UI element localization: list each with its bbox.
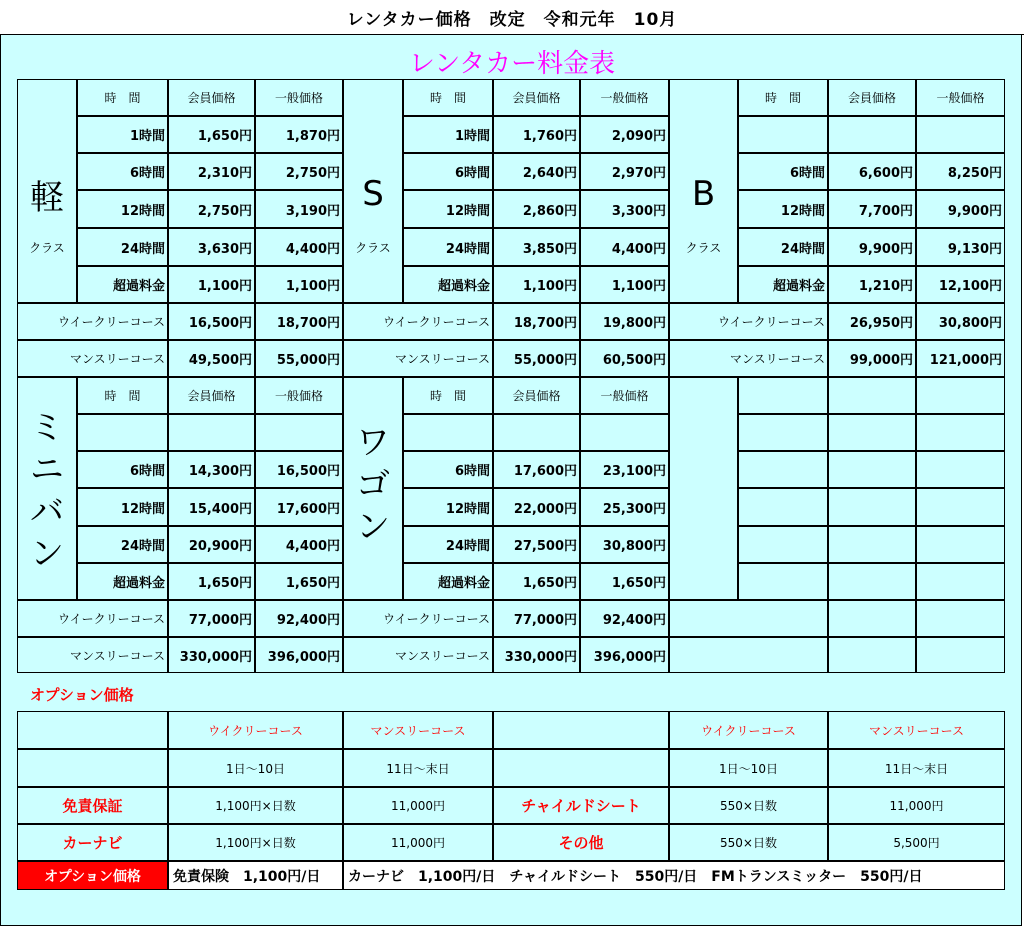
- rate-time: 6時間: [129, 166, 165, 181]
- rate-time: 12時間: [120, 203, 165, 219]
- class-suffix: クラス: [29, 240, 65, 255]
- weekly-member-price: 26,950円: [849, 316, 913, 331]
- monthly-member-price: 49,500円: [188, 353, 252, 368]
- rate-general-price: 12,100円: [938, 279, 1002, 294]
- rate-member-price: 2,750円: [197, 203, 252, 219]
- col-header-time: 時 間: [764, 91, 801, 105]
- general-cell: [916, 563, 1005, 600]
- course-label-cell: [669, 600, 828, 637]
- rate-general-price: 4,400円: [611, 241, 666, 257]
- sheet-title: レンタカー価格 改定 令和元年 10月: [346, 9, 678, 30]
- option-weekly-course: ウイクリーコース: [208, 723, 303, 738]
- col-header-general: 一般価格: [274, 91, 323, 105]
- general-cell: [916, 451, 1005, 488]
- rate-time: 24時間: [445, 241, 490, 257]
- rate-time: 24時間: [445, 539, 490, 554]
- sheet-header: [0, 0, 1024, 35]
- rate-member-price: [828, 116, 916, 153]
- class-name-char: ン: [356, 507, 390, 547]
- option-summary-text: 免責保険 1,100円/日: [168, 861, 343, 890]
- class-name: B: [691, 174, 716, 214]
- weekly-general-price: 19,800円: [602, 316, 666, 331]
- rate-time: 超過料金: [437, 576, 490, 591]
- time-cell: [738, 414, 828, 451]
- class-name-vertical: [17, 407, 77, 575]
- general-cell: [916, 526, 1005, 563]
- rate-time: 12時間: [780, 203, 825, 219]
- rate-member-price: 6,600円: [858, 166, 913, 181]
- col-header-time: 時 間: [429, 389, 466, 403]
- weekly-general-price: 30,800円: [938, 316, 1002, 331]
- rate-general-price: 8,250円: [947, 166, 1002, 181]
- rate-general-price: 4,400円: [285, 241, 340, 257]
- rate-member-price: [493, 414, 580, 451]
- rate-time: 12時間: [120, 501, 165, 517]
- rate-member-price: 1,100円: [197, 279, 252, 294]
- monthly-course-label: マンスリーコース: [69, 648, 165, 663]
- weekly-member-price: 77,000円: [513, 613, 577, 628]
- member-cell: [828, 526, 916, 563]
- monthly-member-price: 330,000円: [504, 649, 577, 665]
- col-header-time: 時 間: [429, 91, 466, 105]
- option-cell: [493, 749, 669, 787]
- rate-general-price: 4,400円: [285, 539, 340, 554]
- class-name: 軽: [30, 177, 64, 218]
- monthly-course-label: マンスリーコース: [394, 352, 490, 366]
- rate-time: 超過料金: [437, 279, 490, 294]
- weekly-course-label: ウイークリーコース: [57, 315, 165, 329]
- rate-time: [738, 116, 828, 153]
- rate-member-price: 27,500円: [513, 539, 577, 554]
- main-title: レンタカー料金表: [408, 49, 616, 79]
- option-navi-label: カーナビ: [62, 834, 123, 852]
- rate-time: 24時間: [780, 241, 825, 257]
- option-menseki-weekly: 1,100円×日数: [215, 799, 296, 813]
- col-header-member: 会員価格: [187, 389, 236, 403]
- rate-time: [77, 414, 168, 451]
- rate-general-price: [580, 414, 669, 451]
- rate-time: 超過料金: [112, 279, 165, 294]
- monthly-general-price: 121,000円: [929, 353, 1002, 368]
- rate-general-price: 9,130円: [947, 241, 1002, 257]
- class-name-cell-empty: [669, 377, 738, 600]
- rate-general-price: 2,970円: [611, 166, 666, 181]
- course-label-cell: [669, 637, 828, 673]
- rate-general-price: 1,100円: [285, 279, 340, 294]
- rate-general-price: 1,650円: [285, 576, 340, 591]
- monthly-general-price: 60,500円: [602, 353, 666, 368]
- rate-general-price: 30,800円: [602, 539, 666, 554]
- rate-time: 1時間: [454, 129, 490, 144]
- rate-member-price: 1,650円: [197, 576, 252, 591]
- rate-general-price: 3,300円: [611, 203, 666, 219]
- options-heading: オプション価格: [30, 685, 134, 704]
- member-cell: [828, 563, 916, 600]
- class-name-char: ン: [30, 534, 64, 574]
- member-cell: [828, 488, 916, 526]
- course-member-cell: [828, 600, 916, 637]
- option-other-monthly: 5,500円: [893, 836, 940, 850]
- rate-general-price: 1,870円: [285, 129, 340, 144]
- col-header-general: 一般価格: [600, 91, 649, 105]
- monthly-member-price: 99,000円: [849, 353, 913, 368]
- general-cell: [916, 414, 1005, 451]
- weekly-course-label: ウイークリーコース: [382, 315, 490, 329]
- option-other-weekly: 550×日数: [720, 836, 777, 850]
- weekly-course-label: ウイークリーコース: [717, 315, 825, 329]
- class-name: S: [362, 174, 384, 214]
- monthly-member-price: 55,000円: [513, 353, 577, 368]
- class-name-char: バ: [30, 492, 64, 532]
- col-header-member: 会員価格: [512, 389, 561, 403]
- rate-time: [403, 414, 493, 451]
- rate-time: 6時間: [789, 166, 825, 181]
- rate-member-price: 1,210円: [858, 279, 913, 294]
- col-header-time: 時 間: [104, 389, 141, 403]
- class-name-char: ゴ: [356, 465, 390, 505]
- col-header-general: 一般価格: [600, 389, 649, 403]
- rate-general-price: 17,600円: [276, 501, 340, 517]
- option-cell: [493, 711, 669, 749]
- rate-member-price: 7,700円: [858, 203, 913, 219]
- rate-time: 1時間: [129, 129, 165, 144]
- monthly-general-price: 55,000円: [276, 353, 340, 368]
- rate-member-price: 2,860円: [522, 203, 577, 219]
- rate-general-price: 1,650円: [611, 576, 666, 591]
- rate-time: 超過料金: [772, 279, 825, 294]
- rate-general-price: 16,500円: [276, 464, 340, 479]
- time-cell: [738, 563, 828, 600]
- rate-member-price: 1,650円: [522, 576, 577, 591]
- class-name-char: ワ: [356, 423, 390, 463]
- rate-member-price: 20,900円: [188, 539, 252, 554]
- member-cell: [828, 451, 916, 488]
- rate-time: 12時間: [445, 501, 490, 517]
- weekly-member-price: 77,000円: [188, 613, 252, 628]
- course-member-cell: [828, 637, 916, 673]
- col-header-general: 一般価格: [274, 389, 323, 403]
- rate-time: 6時間: [454, 464, 490, 479]
- option-weekly-period: 1日〜10日: [226, 761, 285, 776]
- rate-member-price: 22,000円: [513, 501, 577, 517]
- rate-general-price: 23,100円: [602, 464, 666, 479]
- option-childseat-monthly: 11,000円: [889, 799, 944, 813]
- rate-member-price: 3,630円: [197, 241, 252, 257]
- monthly-general-price: 396,000円: [267, 649, 340, 665]
- option-other-label: その他: [558, 834, 604, 852]
- weekly-general-price: 18,700円: [276, 316, 340, 331]
- weekly-course-label: ウイークリーコース: [57, 612, 165, 626]
- course-general-cell: [916, 600, 1005, 637]
- rate-member-price: 9,900円: [858, 241, 913, 257]
- rate-member-price: 1,760円: [522, 129, 577, 144]
- monthly-member-price: 330,000円: [179, 649, 252, 665]
- time-cell: [738, 488, 828, 526]
- rate-general-price: 25,300円: [602, 501, 666, 517]
- rate-general-price: 2,090円: [611, 129, 666, 144]
- option-navi-weekly: 1,100円×日数: [215, 836, 296, 850]
- class-name-vertical: [343, 422, 403, 548]
- course-general-cell: [916, 637, 1005, 673]
- option-monthly-course-2: マンスリーコース: [868, 723, 965, 738]
- option-weekly-course-2: ウイクリーコース: [701, 723, 796, 738]
- rate-member-price: 3,850円: [522, 241, 577, 257]
- rate-member-price: 17,600円: [513, 464, 577, 479]
- option-cell: [17, 749, 168, 787]
- option-monthly-course: マンスリーコース: [370, 723, 466, 738]
- class-name-char: ミ: [30, 408, 64, 448]
- weekly-member-price: 18,700円: [513, 316, 577, 331]
- col-header-time: 時 間: [104, 91, 141, 105]
- option-childseat-label: チャイルドシート: [521, 797, 641, 815]
- rate-member-price: 14,300円: [188, 464, 252, 479]
- general-cell: [916, 377, 1005, 414]
- general-cell: [916, 488, 1005, 526]
- option-menseki-monthly: 11,000円: [391, 799, 445, 813]
- rate-general-price: [916, 116, 1005, 153]
- option-cell: [17, 711, 168, 749]
- rate-time: 6時間: [454, 166, 490, 181]
- rate-general-price: 2,750円: [285, 166, 340, 181]
- option-weekly-period-2: 1日〜10日: [719, 761, 778, 776]
- option-summary-text-2: カーナビ 1,100円/日 チャイルドシート 550円/日 FMトランスミッター 550円/日: [343, 861, 1005, 890]
- weekly-course-label: ウイークリーコース: [382, 612, 490, 626]
- rate-member-price: 2,640円: [522, 166, 577, 181]
- option-menseki-label: 免責保証: [62, 797, 123, 815]
- col-header-member: 会員価格: [187, 91, 236, 105]
- rate-general-price: 3,190円: [285, 203, 340, 219]
- time-cell: [738, 377, 828, 414]
- time-cell: [738, 526, 828, 563]
- monthly-course-label: マンスリーコース: [69, 352, 165, 366]
- class-name-char: ニ: [30, 450, 64, 490]
- weekly-general-price: 92,400円: [602, 613, 666, 628]
- weekly-general-price: 92,400円: [276, 613, 340, 628]
- rate-time: 12時間: [445, 203, 490, 219]
- rate-general-price: 1,100円: [611, 279, 666, 294]
- rate-time: 24時間: [120, 539, 165, 554]
- class-suffix: クラス: [685, 240, 722, 255]
- monthly-course-label: マンスリーコース: [729, 352, 825, 366]
- weekly-member-price: 16,500円: [188, 316, 252, 331]
- col-header-member: 会員価格: [512, 91, 561, 105]
- class-suffix: クラス: [355, 240, 391, 255]
- rate-member-price: 15,400円: [188, 501, 252, 517]
- rate-member-price: [168, 414, 255, 451]
- option-monthly-period-2: 11日〜末日: [884, 761, 949, 776]
- option-navi-monthly: 11,000円: [391, 836, 445, 850]
- member-cell: [828, 377, 916, 414]
- rate-time: 24時間: [120, 241, 165, 257]
- rate-member-price: 1,650円: [197, 129, 252, 144]
- monthly-general-price: 396,000円: [593, 649, 666, 665]
- rate-member-price: 2,310円: [197, 166, 252, 181]
- rate-general-price: [255, 414, 343, 451]
- option-monthly-period: 11日〜末日: [386, 761, 450, 776]
- col-header-general: 一般価格: [936, 91, 985, 105]
- member-cell: [828, 414, 916, 451]
- option-summary-label: オプション価格: [17, 861, 168, 890]
- col-header-member: 会員価格: [847, 91, 896, 105]
- rate-time: 6時間: [129, 464, 165, 479]
- rate-time: 超過料金: [112, 576, 165, 591]
- time-cell: [738, 451, 828, 488]
- monthly-course-label: マンスリーコース: [394, 648, 490, 663]
- option-childseat-weekly: 550×日数: [720, 799, 777, 813]
- rate-member-price: 1,100円: [522, 279, 577, 294]
- rate-general-price: 9,900円: [947, 203, 1002, 219]
